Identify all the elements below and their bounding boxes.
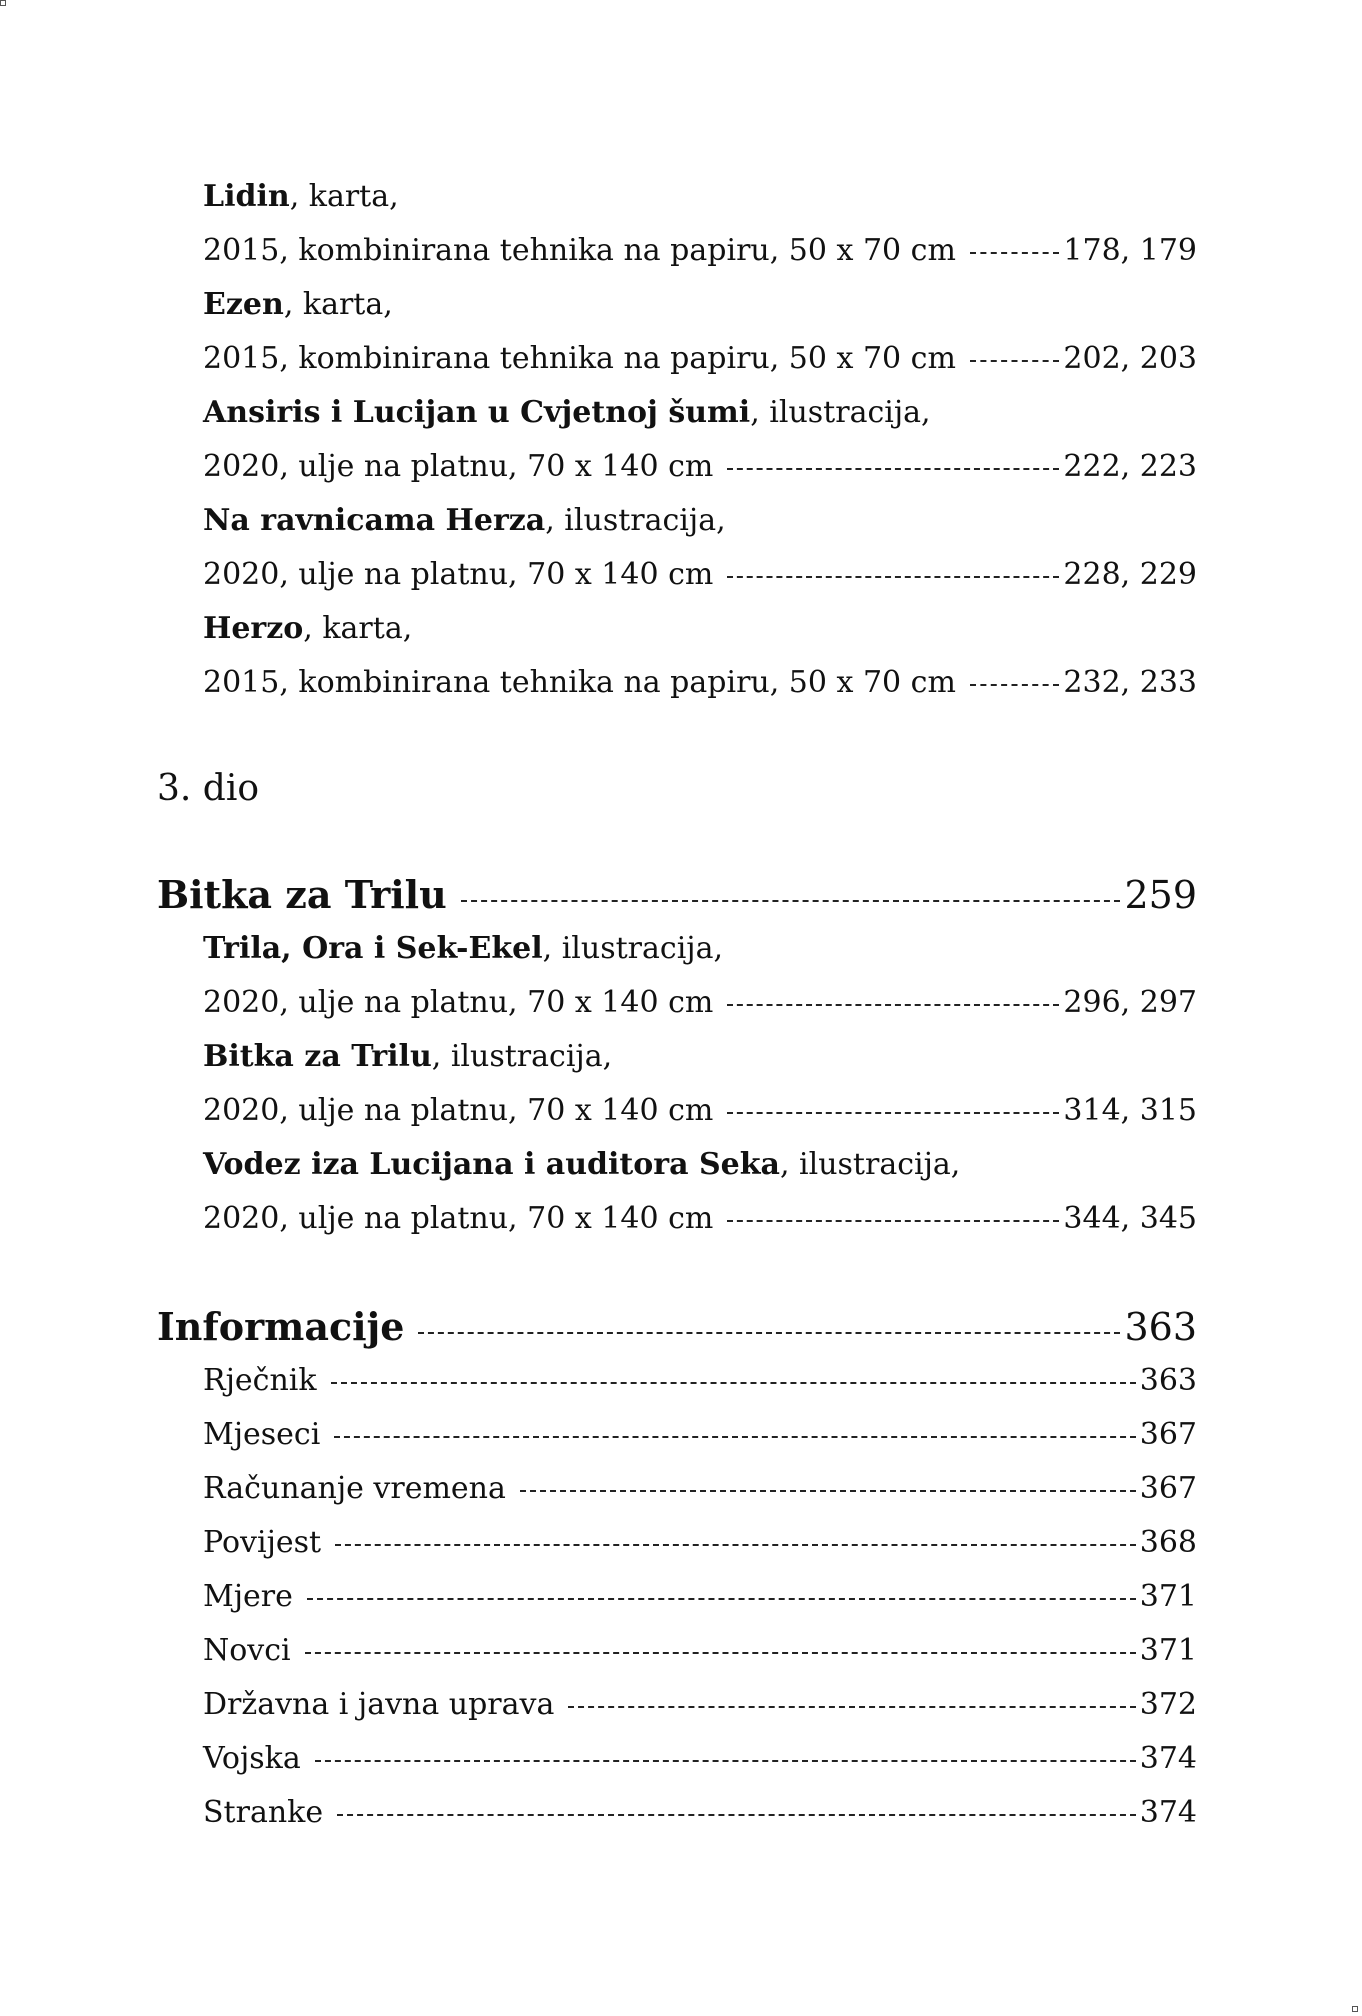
dot-leader bbox=[331, 1382, 1136, 1384]
dot-leader bbox=[727, 1220, 1059, 1222]
section-title: Informacije bbox=[157, 1304, 405, 1349]
entry-pages[interactable]: 344, 345 bbox=[1063, 1201, 1197, 1236]
dot-leader bbox=[970, 684, 1059, 686]
info-item-mjeseci[interactable] bbox=[157, 1408, 1197, 1462]
entry-title: Vodez iza Lucijana i auditora Seka bbox=[203, 1147, 780, 1182]
entry-details: 2015, kombinirana tehnika na papiru, 50 x 70 cm bbox=[203, 341, 956, 376]
entry-title: Lidin bbox=[203, 179, 290, 214]
entry-pages[interactable]: 228, 229 bbox=[1063, 557, 1197, 592]
info-item-page: 371 bbox=[1139, 1633, 1197, 1668]
info-item-page: 367 bbox=[1139, 1417, 1197, 1452]
entry-pages[interactable]: 222, 223 bbox=[1063, 449, 1197, 484]
entry-title: Na ravnicama Herza bbox=[203, 503, 546, 538]
info-item-page: 367 bbox=[1139, 1471, 1197, 1506]
dot-leader bbox=[970, 360, 1059, 362]
info-item-label: Državna i javna uprava bbox=[203, 1687, 555, 1722]
section-title: Bitka za Trilu bbox=[157, 872, 447, 917]
toc-entry bbox=[157, 278, 1197, 386]
dot-leader bbox=[418, 1332, 1120, 1334]
info-item-page: 371 bbox=[1139, 1579, 1197, 1614]
dot-leader bbox=[568, 1706, 1135, 1708]
toc-entry bbox=[157, 1030, 1197, 1138]
entry-suffix: , ilustracija, bbox=[542, 931, 724, 966]
toc-entry bbox=[157, 386, 1197, 494]
dot-leader bbox=[520, 1490, 1136, 1492]
info-item-label: Mjeseci bbox=[203, 1417, 321, 1452]
toc-entry bbox=[157, 170, 1197, 278]
entry-suffix: , karta, bbox=[289, 179, 399, 214]
entry-suffix: , ilustracija, bbox=[431, 1039, 613, 1074]
entry-suffix: , ilustracija, bbox=[779, 1147, 961, 1182]
dot-leader bbox=[337, 1814, 1136, 1816]
info-item-rjecnik[interactable] bbox=[157, 1354, 1197, 1408]
entry-details: 2015, kombinirana tehnika na papiru, 50 x 70 cm bbox=[203, 233, 956, 268]
toc-entry bbox=[157, 1138, 1197, 1246]
entry-details: 2020, ulje na platnu, 70 x 140 cm bbox=[203, 449, 714, 484]
entry-suffix: , karta, bbox=[283, 287, 393, 322]
entry-details: 2020, ulje na platnu, 70 x 140 cm bbox=[203, 985, 714, 1020]
dot-leader bbox=[727, 468, 1059, 470]
section-heading-bitka[interactable] bbox=[157, 868, 1197, 922]
info-item-mjere[interactable] bbox=[157, 1570, 1197, 1624]
entry-pages[interactable]: 202, 203 bbox=[1063, 341, 1197, 376]
info-item-drzavna-i-javna-uprava[interactable] bbox=[157, 1678, 1197, 1732]
info-item-novci[interactable] bbox=[157, 1624, 1197, 1678]
dot-leader bbox=[334, 1436, 1135, 1438]
info-item-page: 363 bbox=[1139, 1363, 1197, 1398]
info-item-label: Rječnik bbox=[203, 1363, 317, 1398]
info-item-page: 374 bbox=[1139, 1795, 1197, 1830]
entry-pages[interactable]: 314, 315 bbox=[1063, 1093, 1197, 1128]
dot-leader bbox=[307, 1598, 1136, 1600]
entry-suffix: , ilustracija, bbox=[545, 503, 726, 538]
section-heading-informacije[interactable] bbox=[157, 1300, 1197, 1354]
crop-mark-top-left bbox=[0, 0, 6, 6]
entry-details: 2020, ulje na platnu, 70 x 140 cm bbox=[203, 557, 714, 592]
toc-entry bbox=[157, 922, 1197, 1030]
section-page: 259 bbox=[1124, 873, 1197, 917]
entry-details: 2020, ulje na platnu, 70 x 140 cm bbox=[203, 1093, 714, 1128]
info-item-page: 372 bbox=[1139, 1687, 1197, 1722]
entry-title: Trila, Ora i Sek-Ekel bbox=[203, 931, 543, 966]
info-item-vojska[interactable] bbox=[157, 1732, 1197, 1786]
toc-entry bbox=[157, 602, 1197, 710]
crop-mark-bottom-right bbox=[1352, 2006, 1358, 2012]
entry-details: 2015, kombinirana tehnika na papiru, 50 x 70 cm bbox=[203, 665, 956, 700]
info-item-label: Novci bbox=[203, 1633, 291, 1668]
section-page: 363 bbox=[1124, 1305, 1197, 1349]
info-item-label: Računanje vremena bbox=[203, 1471, 506, 1506]
dot-leader bbox=[727, 1112, 1059, 1114]
info-item-racunanje-vremena[interactable] bbox=[157, 1462, 1197, 1516]
toc-entry bbox=[157, 494, 1197, 602]
entry-pages[interactable]: 178, 179 bbox=[1063, 233, 1197, 268]
dot-leader bbox=[461, 900, 1121, 902]
part-heading: 3. dio bbox=[157, 768, 260, 809]
entry-title: Herzo bbox=[203, 611, 304, 646]
dot-leader bbox=[727, 576, 1059, 578]
entry-pages[interactable]: 232, 233 bbox=[1063, 665, 1197, 700]
info-item-label: Vojska bbox=[203, 1741, 301, 1776]
entry-title: Ezen bbox=[203, 287, 284, 322]
info-item-stranke[interactable] bbox=[157, 1786, 1197, 1840]
entry-title: Bitka za Trilu bbox=[203, 1039, 432, 1074]
info-item-povijest[interactable] bbox=[157, 1516, 1197, 1570]
dot-leader bbox=[335, 1544, 1136, 1546]
dot-leader bbox=[305, 1652, 1136, 1654]
info-item-label: Mjere bbox=[203, 1579, 293, 1614]
dot-leader bbox=[315, 1760, 1136, 1762]
dot-leader bbox=[727, 1004, 1059, 1006]
entry-details: 2020, ulje na platnu, 70 x 140 cm bbox=[203, 1201, 714, 1236]
info-item-page: 374 bbox=[1139, 1741, 1197, 1776]
entry-suffix: , karta, bbox=[303, 611, 413, 646]
dot-leader bbox=[970, 252, 1059, 254]
entry-pages[interactable]: 296, 297 bbox=[1063, 985, 1197, 1020]
info-item-page: 368 bbox=[1139, 1525, 1197, 1560]
entry-suffix: , ilustracija, bbox=[750, 395, 931, 430]
entry-title: Ansiris i Lucijan u Cvjetnoj šumi bbox=[203, 395, 751, 430]
info-item-label: Povijest bbox=[203, 1525, 322, 1560]
info-item-label: Stranke bbox=[203, 1795, 324, 1830]
table-of-contents bbox=[157, 170, 1197, 1840]
